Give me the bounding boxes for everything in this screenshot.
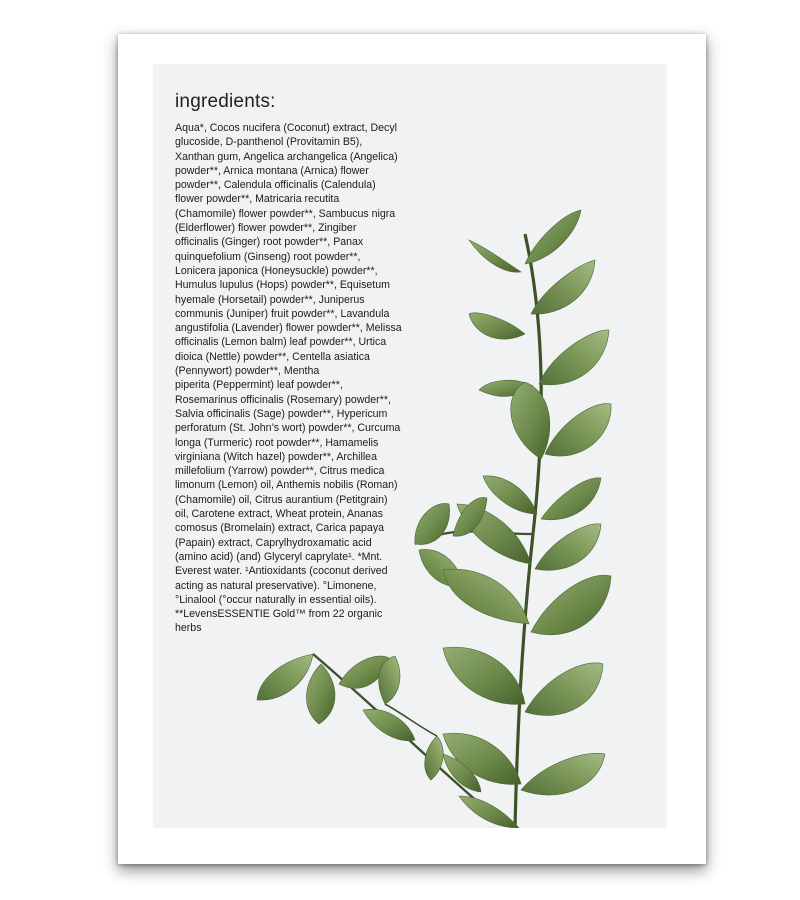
ingredient-line: dioica (Nettle) powder**, Centella asiatica	[175, 350, 370, 363]
ingredient-line: Everest water. ¹Antioxidants (coconut derived	[175, 565, 388, 578]
ingredient-line: (Chamomile) flower powder**, Sambucus nigra	[175, 207, 396, 220]
ingredient-line: piperita (Peppermint) leaf powder**,	[175, 379, 343, 392]
ingredient-line: flower powder**, Matricaria recutita	[175, 193, 340, 206]
ingredient-line: °Linalool (°occur naturally in essential oils).	[175, 593, 377, 606]
ingredient-line: comosus (Bromelain) extract, Carica papaya	[175, 522, 385, 535]
ingredient-line: glucoside, D-panthenol (Provitamin B5),	[175, 136, 363, 149]
ingredient-line: oil, Carotene extract, Wheat protein, Ananas	[175, 508, 383, 521]
ingredient-line: perforatum (St. John’s wort) powder**, Curcuma	[175, 422, 401, 435]
ingredient-line: (Elderflower) flower powder**, Zingiber	[175, 222, 357, 235]
ingredient-line: (amino acid) (and) Glyceryl caprylate¹. *Mnt.	[175, 550, 383, 563]
ingredient-line: **LevensESSENTIE Gold™ from 22 organic	[175, 608, 383, 621]
ingredient-line: Salvia officinalis (Sage) powder**, Hypericum	[175, 407, 388, 420]
ingredient-line: herbs	[175, 622, 202, 635]
ingredient-line: (Chamomile) oil, Citrus aurantium (Petitgrain)	[175, 493, 388, 506]
poster-panel	[153, 64, 667, 828]
ingredient-line: limonum (Lemon) oil, Anthemis nobilis (Roman)	[175, 479, 398, 492]
ingredient-line: longa (Turmeric) root powder**, Hamamelis	[175, 436, 379, 449]
ingredient-line: officinalis (Lemon balm) leaf powder**, Urtica	[175, 336, 387, 349]
ingredient-line: Humulus lupulus (Hops) powder**, Equisetum	[175, 279, 390, 292]
ingredient-line: angustifolia (Lavender) flower powder**, Melissa	[175, 322, 402, 335]
ingredient-line: quinquefolium (Ginseng) root powder**,	[175, 250, 361, 263]
ingredient-line: (Papain) extract, Caprylhydroxamatic acid	[175, 536, 372, 549]
ingredients-title: ingredients:	[175, 91, 276, 112]
ingredient-line: officinalis (Ginger) root powder**, Panax	[175, 236, 364, 249]
ingredient-line: acting as natural preservative). °Limonene,	[175, 579, 377, 592]
ingredient-line: Rosemarinus officinalis (Rosemary) powder**,	[175, 393, 391, 406]
ingredient-line: virginiana (Witch hazel) powder**, Archillea	[175, 450, 377, 463]
ingredient-line: hyemale (Horsetail) powder**, Juniperus	[175, 293, 365, 306]
ingredients-list	[175, 121, 437, 636]
ingredient-line: (Pennywort) powder**, Mentha	[175, 365, 320, 378]
ingredient-line: Aqua*, Cocos nucifera (Coconut) extract, Decyl	[175, 122, 397, 134]
ingredient-line: powder**, Arnica montana (Arnica) flower	[175, 164, 369, 177]
ingredient-line: Lonicera japonica (Honeysuckle) powder**,	[175, 264, 378, 277]
ingredient-line: millefolium (Yarrow) powder**, Citrus medica	[175, 465, 385, 478]
ingredient-line: communis (Juniper) fruit powder**, Lavandula	[175, 307, 390, 320]
ingredient-line: powder**, Calendula officinalis (Calendula)	[175, 179, 376, 192]
ingredient-line: Xanthan gum, Angelica archangelica (Angelica)	[175, 150, 398, 163]
